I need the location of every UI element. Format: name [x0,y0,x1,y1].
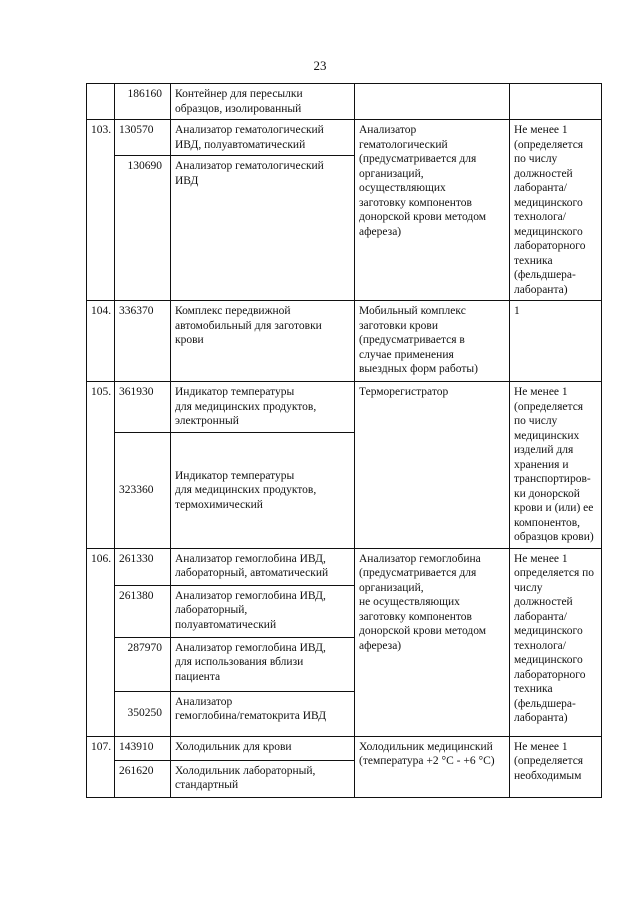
code-cell: 130570 [115,120,171,156]
quantity-cell: Не менее 1 определяется по числу должностей лаборанта/ медицинского технолога/ медицинского лабораторного техника (фельдшера- лаборанта) [510,548,602,736]
equipment-table [86,83,602,798]
name-cell: Анализатор гематологический ИВД, полуавтоматический [171,120,355,156]
table-row [87,548,602,585]
code-cell: 323360 [115,433,171,548]
row-number: 104. [87,301,115,382]
name-cell: Холодильник лабораторный, стандартный [171,760,355,797]
code-cell: 186160 [115,84,171,120]
row-number: 105. [87,382,115,549]
row-number [87,84,115,120]
quantity-cell: Не менее 1 (определяется по числу медицинских изделий для хранения и транспортиров- ки донорской крови и (или) ее компонентов, образцов крови) [510,382,602,549]
quantity-cell: 1 [510,301,602,382]
code-cell: 143910 [115,736,171,760]
name-cell: Индикатор температуры для медицинских продуктов, термохимический [171,433,355,548]
table-row [87,84,602,120]
code-cell: 261330 [115,548,171,585]
equipment-cell: Терморегистратор [355,382,510,549]
table-row [87,120,602,156]
code-cell: 350250 [115,691,171,736]
code-cell: 130690 [115,156,171,301]
name-cell: Анализатор гемоглобина ИВД, лабораторный, автоматический [171,548,355,585]
code-cell: 361930 [115,382,171,433]
equipment-cell: Анализатор гематологический (предусматривается для организаций, осуществляющих заготовку компонентов донорской крови методом афереза) [355,120,510,301]
name-cell: Анализатор гематологический ИВД [171,156,355,301]
code-cell: 287970 [115,637,171,691]
name-cell: Анализатор гемоглобина ИВД, лабораторный, полуавтоматический [171,585,355,637]
name-cell: Анализатор гемоглобина/гематокрита ИВД [171,691,355,736]
code-cell: 261380 [115,585,171,637]
row-number: 107. [87,736,115,797]
page-number: 23 [313,58,327,73]
equipment-cell: Мобильный комплекс заготовки крови (предусматривается в случае применения выездных форм работы) [355,301,510,382]
quantity-cell: Не менее 1 (определяется по числу должностей лаборанта/ медицинского технолога/ медицинского лабораторного техника (фельдшера- лаборанта) [510,120,602,301]
quantity-cell: Не менее 1 (определяется необходимым [510,736,602,797]
equipment-cell: Анализатор гемоглобина (предусматривается для организаций, не осуществляющих заготовку компонентов донорской крови методом афереза) [355,548,510,736]
name-cell: Комплекс передвижной автомобильный для заготовки крови [171,301,355,382]
name-cell: Контейнер для пересылки образцов, изолированный [171,84,355,120]
table-row [87,301,602,382]
name-cell: Холодильник для крови [171,736,355,760]
row-number: 106. [87,548,115,736]
quantity-cell [510,84,602,120]
equipment-cell: Холодильник медицинский (температура +2 °С - +6 °С) [355,736,510,797]
equipment-cell [355,84,510,120]
table-row [87,382,602,433]
row-number: 103. [87,120,115,301]
code-cell: 336370 [115,301,171,382]
name-cell: Анализатор гемоглобина ИВД, для использования вблизи пациента [171,637,355,691]
table-row [87,736,602,760]
name-cell: Индикатор температуры для медицинских продуктов, электронный [171,382,355,433]
code-cell: 261620 [115,760,171,797]
